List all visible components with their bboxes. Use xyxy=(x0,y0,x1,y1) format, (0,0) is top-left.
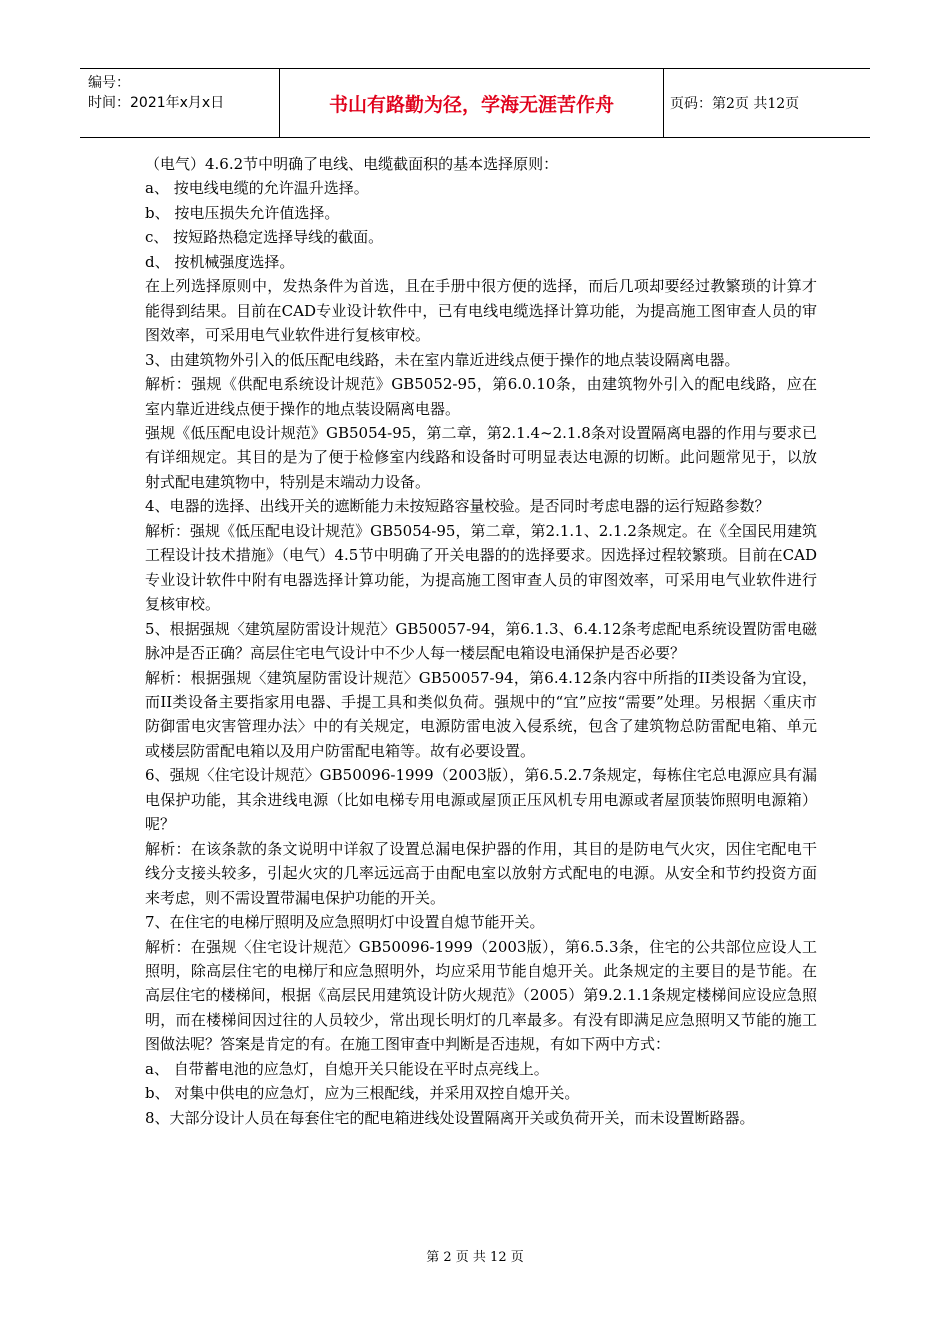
body-paragraph: 在上列选择原则中，发热条件为首选，且在手册中很方便的选择，而后几项却要经过教繁琐的计算才能得到结果。目前在CAD专业设计软件中，已有电线电缆选择计算功能，为提高施工图审查人员的审图效率，可采用电气业软件进行复核审校。 xyxy=(145,277,817,345)
header-page-info: 页码：第2页 共12页 xyxy=(670,96,800,112)
body-paragraph: 6、强规〈住宅设计规范〉GB50096-1999（2003版），第6.5.2.7条规定，每栋住宅总电源应具有漏电保护功能，其余进线电源（比如电梯专用电源或屋顶正压风机专用电源或者屋顶装饰照明电源箱）呢？ xyxy=(145,766,817,834)
body-paragraph: 4、电器的选择、出线开关的遮断能力未按短路容量校验。是否同时考虑电器的运行短路参数？ xyxy=(145,497,770,516)
list-item: a、 自带蓄电池的应急灯，自熄开关只能设在平时点亮线上。 xyxy=(145,1059,549,1078)
body-paragraph: 解析：在强规〈住宅设计规范〉GB50096-1999（2003版），第6.5.3条，住宅的公共部位应设人工照明，除高层住宅的电梯厅和应急照明外，均应采用节能自熄开关。此条规定的主要目的是节能。在高层住宅的楼梯间，根据《高层民用建筑设计防火规范》（2005）第9.2.1.1条规定楼梯间应设应急照明，而在楼梯间因过往的人员较少，常出现长明灯的几率最多。有没有即满足应急照明又节能的施工图做法呢？答案是肯定的有。在施工图审查中判断是否违规，有如下两中方式： xyxy=(145,937,817,1054)
body-paragraph: 5、根据强规〈建筑屋防雷设计规范〉GB50057-94，第6.1.3、6.4.12条考虑配电系统设置防雷电磁脉冲是否正确？高层住宅电气设计中不少人每一楼层配电箱设电涌保护是否必要？ xyxy=(145,619,817,663)
body-paragraph: （电气）4.6.2节中明确了电线、电缆截面积的基本选择原则： xyxy=(145,155,559,173)
list-item: a、 按电线电缆的允许温升选择。 xyxy=(145,179,369,198)
body-paragraph: 3、由建筑物外引入的低压配电线路，未在室内靠近进线点便于操作的地点装设隔离电器。 xyxy=(145,350,740,369)
header-meta-cell xyxy=(80,69,280,137)
page-footer: 第 2 页 共 12 页 xyxy=(426,1250,524,1265)
document-body xyxy=(145,152,817,1130)
list-item: b、 按电压损失允许值选择。 xyxy=(145,203,340,222)
body-paragraph: 强规《低压配电设计规范》GB5054-95，第二章，第2.1.4~2.1.8条对设置隔离电器的作用与要求已有详细规定。其目的是为了便于检修室内线路和设备时可明显表达电源的切断。此问题常见于，以放射式配电建筑物中，特别是末端动力设备。 xyxy=(145,423,817,491)
list-item: b、 对集中供电的应急灯，应为三根配线，并采用双控自熄开关。 xyxy=(145,1084,580,1103)
list-item: c、 按短路热稳定选择导线的截面。 xyxy=(145,228,384,247)
body-paragraph: 解析：根据强规〈建筑屋防雷设计规范〉GB50057-94，第6.4.12条内容中所指的II类设备为宜设，而II类设备主要指家用电器、手提工具和类似负荷。强规中的“宜”应按“需要”处理。另根据〈重庆市防御雷电灾害管理办法〉中的有关规定，电源防雷电波入侵系统，包含了建筑物总防雷配电箱、单元或楼层防雷配电箱以及用户防雷配电箱等。故有必要设置。 xyxy=(145,668,817,760)
body-paragraph: 解析：在该条款的条文说明中详叙了设置总漏电保护器的作用，其目的是防电气火灾，因住宅配电干线分支接头较多，引起火灾的几率远远高于由配电室以放射方式配电的电源。从安全和节约投资方面来考虑，则不需设置带漏电保护功能的开关。 xyxy=(145,839,817,907)
document-number-label: 编号： xyxy=(88,75,130,91)
header-motto-cell xyxy=(280,69,664,137)
body-paragraph: 7、在住宅的电梯厅照明及应急照明灯中设置自熄节能开关。 xyxy=(145,913,545,932)
header-motto: 书山有路勤为径，学海无涯苦作舟 xyxy=(328,93,614,116)
list-item: d、 按机械强度选择。 xyxy=(145,252,295,271)
body-paragraph: 解析：强规《低压配电设计规范》GB5054-95，第二章，第2.1.1、2.1.2条规定。在《全国民用建筑工程设计技术措施》（电气）4.5节中明确了开关电器的的选择要求。因选择过程较繁琐。目前在CAD专业设计软件中附有电器选择计算功能，为提高施工图审查人员的审图效率，可采用电气业软件进行复核审校。 xyxy=(145,521,817,614)
list-item: 8、大部分设计人员在每套住宅的配电箱进线处设置隔离开关或负荷开关，而未设置断路器。 xyxy=(145,1108,755,1127)
body-paragraph: 解析：强规《供配电系统设计规范》GB5052-95，第6.0.10条，由建筑物外引入的配电线路，应在室内靠近进线点便于操作的地点装设隔离电器。 xyxy=(145,375,817,418)
document-time-label: 时间：2021年x月x日 xyxy=(88,95,225,111)
page-header xyxy=(80,68,870,138)
